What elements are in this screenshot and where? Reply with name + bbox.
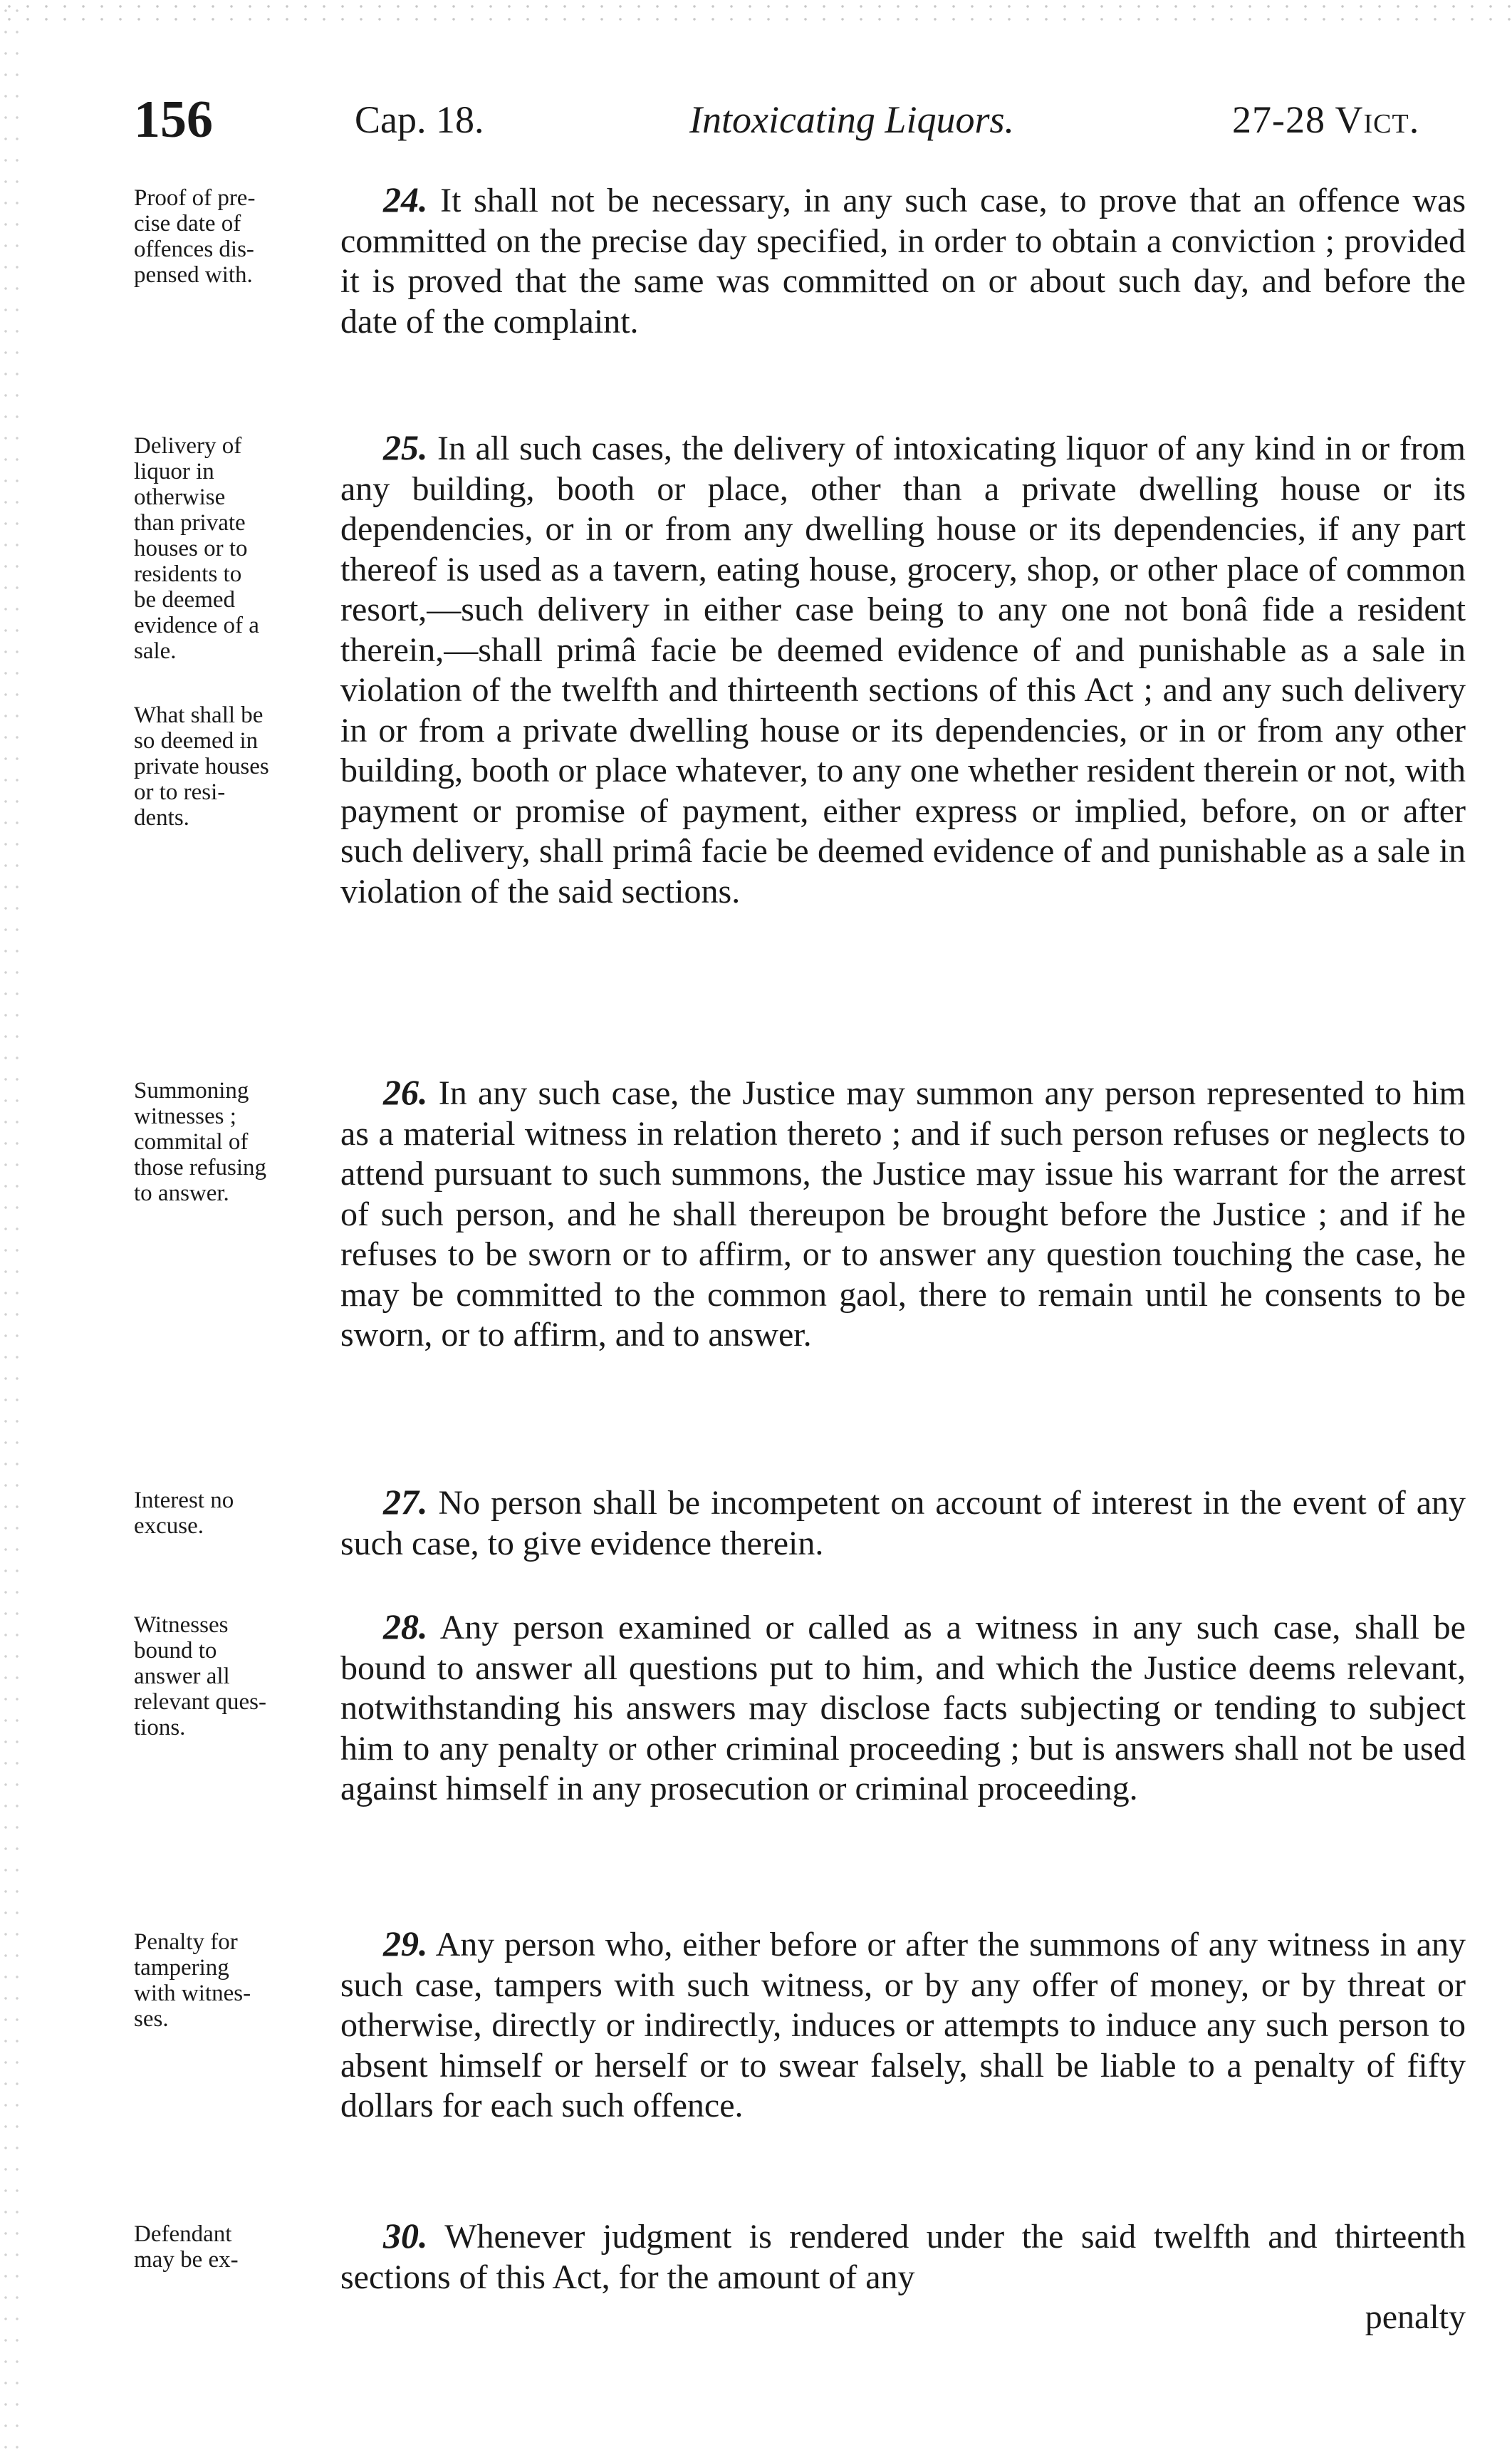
marginal-note-line: so deemed in bbox=[134, 728, 259, 754]
marginal-note bbox=[134, 2221, 333, 2273]
marginal-note-line: dents. bbox=[134, 805, 189, 831]
section-text: It shall not be necessary, in any such case, to prove that an offence was committed on the precise day specified, in order to obtain a conviction ; provided it is proved that the same was committed on or about such day, and before the date of the complaint. bbox=[340, 182, 1475, 341]
marginal-note-line: Delivery of bbox=[134, 433, 242, 459]
section-body bbox=[340, 427, 1474, 912]
marginal-note-line: tampering bbox=[134, 1955, 229, 1981]
section-26 bbox=[134, 1072, 1475, 1450]
marginal-note bbox=[134, 1078, 333, 1206]
section-body bbox=[340, 1482, 1475, 1564]
section-25 bbox=[134, 427, 1474, 1040]
marginal-note-line: pensed with. bbox=[134, 262, 253, 288]
marginal-note-line: answer all bbox=[134, 1664, 230, 1689]
section-number: 25. bbox=[383, 427, 428, 467]
section-number: 30. bbox=[383, 2216, 428, 2256]
section-24 bbox=[134, 180, 1475, 365]
section-number: 24. bbox=[383, 180, 428, 219]
section-28 bbox=[134, 1607, 1474, 1891]
marginal-note-line: What shall be bbox=[134, 702, 264, 728]
marginal-note bbox=[134, 1488, 333, 1539]
marginal-note-line: be deemed bbox=[134, 587, 236, 613]
marginal-note-line: than private bbox=[134, 510, 246, 536]
section-number: 27. bbox=[383, 1482, 428, 1522]
section-text: Whenever judgment is rendered under the said twelfth and thirteenth sections of this Act, for the amount of any bbox=[340, 2218, 1474, 2296]
marginal-note-line: bound to bbox=[134, 1638, 217, 1664]
marginal-note-line: commital of bbox=[134, 1129, 249, 1155]
running-title: Intoxicating Liquors. bbox=[689, 98, 1014, 141]
section-number: 28. bbox=[383, 1607, 428, 1646]
marginal-note-line: relevant ques- bbox=[134, 1689, 266, 1715]
section-27 bbox=[134, 1482, 1475, 1574]
marginal-note-line: Interest no bbox=[134, 1488, 234, 1513]
marginal-note-line: otherwise bbox=[134, 484, 226, 510]
marginal-note-line: Penalty for bbox=[134, 1929, 238, 1955]
marginal-note-line: private houses bbox=[134, 754, 269, 779]
marginal-note-line: cise date of bbox=[134, 211, 241, 237]
binding-perforation-top bbox=[0, 0, 1512, 28]
marginal-note-line: houses or to bbox=[134, 536, 248, 561]
marginal-note bbox=[134, 185, 333, 288]
section-text: Any person who, either before or after the summons of any witness in any such case, tampers with such witness, or by any offer of money, or by threat or otherwise, directly or indirectly, induces or attempts to induce any such person to absent himself or herself or to swear falsely, shall be liable to a penalty of fifty dollars for each such offence. bbox=[340, 1926, 1474, 2124]
section-text: In all such cases, the delivery of intoxicating liquor of any kind in or from any building, booth or place, other than a private dwelling house or its dependencies, or in or from any dwelling house or its dependencies, if any part thereof is used as a tavern, eating house, grocery, shop, or other place of common resort,—such delivery in either case being to any one not bonâ fide a resident therein,—shall primâ facie be deemed evidence of and punishable as a sale in violation of the twelfth and thirteenth sections of this Act ; and any such delivery in or from a private dwelling house or its dependencies, or in or from any other building, booth or place whatever, to any one whether resident therein or not, with payment or promise of payment, either express or implied, before, on or after such delivery, shall primâ facie be deemed evidence of and punishable as a sale in violation of the said sections. bbox=[340, 430, 1474, 910]
marginal-note-line: witnesses ; bbox=[134, 1104, 236, 1129]
marginal-note-line: sale. bbox=[134, 638, 177, 664]
binding-perforation-left bbox=[0, 0, 26, 2455]
section-30 bbox=[134, 2216, 1474, 2358]
section-29 bbox=[134, 1924, 1474, 2180]
section-text: In any such case, the Justice may summon any person represented to him as a material witness in relation thereto ; and if such person refuses or neglects to attend pursuant to such summons, the Justice may issue his warrant for the arrest of such person, and he shall thereupon be brought before the Justice ; and if he refuses to be sworn or to affirm, or to answer any question touching the case, he may be committed to the common gaol, there to remain until he consents to be sworn, or to affirm, and to answer. bbox=[340, 1074, 1475, 1354]
section-body bbox=[340, 180, 1475, 342]
marginal-note-line: excuse. bbox=[134, 1513, 204, 1539]
marginal-note-line: residents to bbox=[134, 561, 242, 587]
section-body bbox=[340, 1607, 1474, 1810]
marginal-note-line: those refusing bbox=[134, 1155, 267, 1180]
marginal-note-line: or to resi- bbox=[134, 779, 226, 805]
marginal-note-line: Defendant bbox=[134, 2221, 232, 2247]
section-body bbox=[340, 1924, 1474, 2127]
marginal-note-gap bbox=[134, 664, 333, 702]
marginal-note bbox=[134, 433, 333, 831]
marginal-note-line: to answer. bbox=[134, 1180, 229, 1206]
marginal-note-line: liquor in bbox=[134, 459, 214, 484]
marginal-note-line: evidence of a bbox=[134, 613, 259, 638]
page-number: 156 bbox=[134, 90, 213, 149]
marginal-note-line: Witnesses bbox=[134, 1612, 229, 1638]
marginal-note-line: Summoning bbox=[134, 1078, 249, 1104]
section-number: 29. bbox=[383, 1924, 428, 1963]
marginal-note-line: ses. bbox=[134, 2006, 169, 2032]
marginal-note-line: Proof of pre- bbox=[134, 185, 256, 211]
section-number: 26. bbox=[383, 1072, 428, 1112]
marginal-note-line: offences dis- bbox=[134, 237, 254, 262]
section-body bbox=[340, 1072, 1475, 1356]
marginal-note bbox=[134, 1612, 333, 1740]
chapter-label: Cap. 18. bbox=[355, 98, 484, 141]
marginal-note-line: may be ex- bbox=[134, 2247, 239, 2273]
marginal-note bbox=[134, 1929, 333, 2032]
regnal-year: 27-28 Vict. bbox=[1232, 98, 1420, 141]
section-text: No person shall be incompetent on account of interest in the event of any such case, to give evidence therein. bbox=[340, 1484, 1475, 1562]
marginal-note-line: tions. bbox=[134, 1715, 186, 1740]
catchword: penalty bbox=[1365, 2298, 1466, 2336]
marginal-note-line: with witnes- bbox=[134, 1981, 251, 2006]
section-body bbox=[340, 2216, 1474, 2338]
section-text: Any person examined or called as a witness in any such case, shall be bound to answer all questions put to him, and which the Justice deems relevant, notwithstanding his answers may disclose facts subjecting or tending to subject him to any penalty or other criminal proceeding ; but is answers shall not be used against himself in any prosecution or criminal proceeding. bbox=[340, 1609, 1474, 1807]
